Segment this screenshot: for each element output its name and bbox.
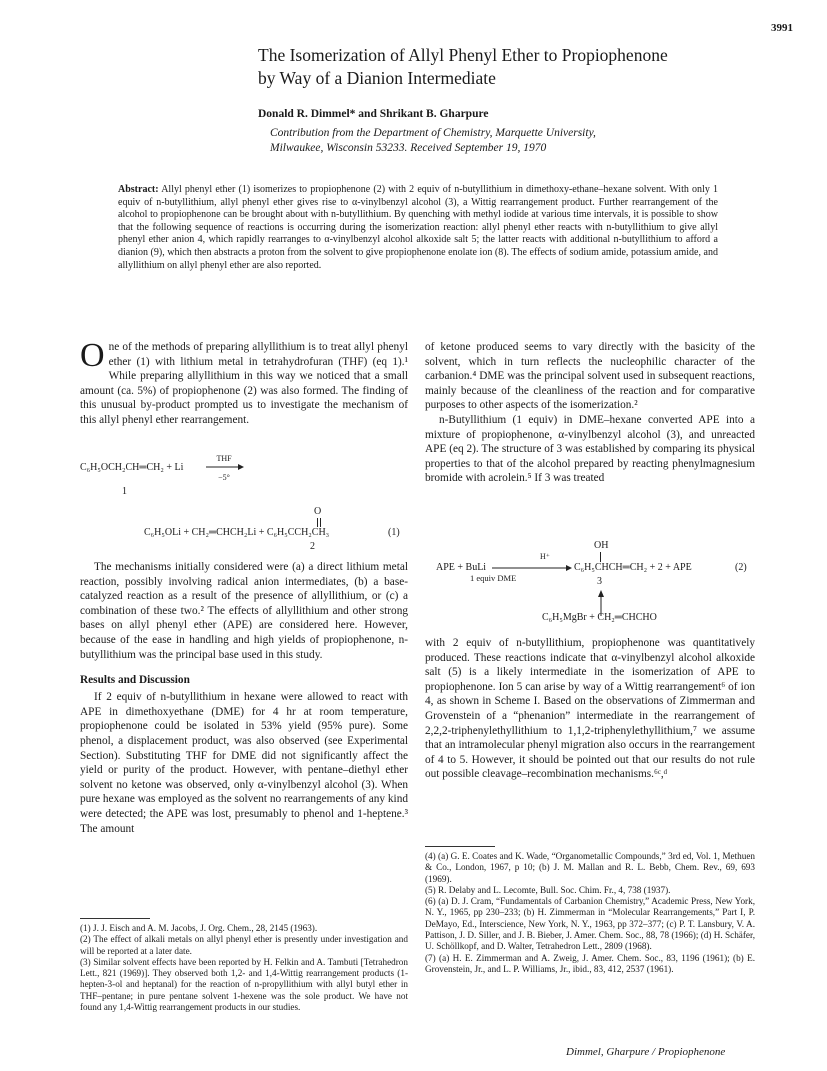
eq1-carbonyl-o: O (314, 506, 322, 517)
eq2-products: C₆H₅CHCH═CH₂ + 2 + APE (574, 562, 692, 573)
intro-paragraph (80, 337, 408, 428)
footnote-divider (80, 918, 150, 919)
page-number: 3991 (771, 22, 793, 34)
footnote-6: (6) (a) D. J. Cram, “Fundamentals of Carbanion Chemistry,” Academic Press, New York, N. Y., 1965, pp 230–233; (b) H. Zimmerman in “Molecular Rearrangements,” Part I, P. DeMayo, Ed., Interscience, New York, N. Y., 1963, pp 372–377; (c) P. T. Lansbury, V. A. Pattison, J. D. Siller, and J. B. Bieber, J. Amer. Chem. Soc., 88, 78 (1966); (d) H. Schäfer, U. Schöllkopf, and D. Walter, Tetrahedron Lett., 2809 (1968). (425, 896, 755, 952)
eq1-number: (1) (388, 527, 400, 538)
abstract-label: Abstract: (118, 184, 159, 195)
eq1-carbonyl-bond-2 (320, 518, 321, 527)
wittig-paragraph: with 2 equiv of n-butyllithium, propiophenone was quantitatively produced. These reactions indicate that α-vinylbenzyl alcohol alkoxide salt (5) is a likely intermediate in the isomerization of APE to propiophenone. Ion 5 can arise by way of a Wittig rearrangement⁶ of ion 4, as shown in Scheme I. Based on the observations of Zimmerman and Grovenstein of a “phenanion” intermediate in the rearrangement of 2,2,2-triphenylethyllithium to 1,1,2-triphenylethyllithium,⁷ we assume that an intramolecular phenyl migration also occurs in the rearrangement of 4 to 5. However, it should be pointed out that our results do not rule out possible cleavage–recombination mechanisms.⁶ᶜ,ᵈ (425, 637, 755, 781)
eq2-label-3: 3 (597, 576, 602, 587)
article-title (258, 44, 718, 90)
eq1-arrow-bottom: −5° (218, 473, 230, 482)
eq2-reactant: APE + BuLi (436, 562, 487, 573)
footnotes-left (80, 923, 408, 1013)
section-heading: Results and Discussion (80, 674, 190, 687)
eq2-oh-bond (600, 552, 601, 562)
affiliation (270, 126, 700, 156)
eq1-arrow-top: THF (216, 454, 232, 463)
drop-cap: O (80, 337, 105, 374)
footnotes-right (425, 851, 755, 975)
affiliation-line-2: Milwaukee, Wisconsin 53233. Received September 19, 1970 (270, 142, 547, 154)
footnote-2: (2) The effect of alkali metals on allyl phenyl ether is presently under investigation and will be reported at a later date. (80, 934, 408, 956)
mechanism-paragraph: The mechanisms initially considered were (a) a direct lithium metal reaction, possibly involving radical anion intermediates, (b) a base-catalyzed reaction as a result of the presence of allyllithium, or (c) a combination of these two.² The effects of allyllithium and other strong bases on allyl phenyl ether (APE) are considered here. However, because of the ease in handling and high yields of propiophenone, n-butyllithium was the principal base used in this study. (80, 561, 408, 661)
column-right-body (425, 636, 755, 782)
eq1-products: C₆H₅OLi + CH₂═CHCH₂Li + C₆H₅CCH₂CH₃ (144, 527, 330, 538)
column-left (80, 337, 408, 428)
results-paragraph: If 2 equiv of n-butyllithium in hexane were allowed to react with APE in dimethoxyethane (DME) for 4 hr at room temperature, propiophenone could be isolated in 53% yield (95% pure). Some phenol, a displacement product, was also observed (see Experimental Section). Substituting THF for DME did not significantly affect the yield or purity of the product. However, with pentane–diethyl ether solvent no ketone was observed, only α-vinylbenzyl alcohol (3). When pure hexane was employed as the solvent no rearrangements of any kind were detected; the APE was lost, presumably to phenol and 1-heptene.³ The amount (80, 691, 408, 835)
footnote-1: (1) J. J. Eisch and A. M. Jacobs, J. Org. Chem., 28, 2145 (1963). (80, 923, 318, 933)
eq2-number: (2) (735, 562, 747, 573)
eq1-label-2: 2 (310, 541, 315, 552)
eq1-label-1: 1 (122, 486, 127, 497)
abstract (118, 184, 718, 272)
butyllithium-paragraph: n-Butyllithium (1 equiv) in DME–hexane converted APE into a mixture of propiophenone, α-vinylbenzyl alcohol (3), and unreacted APE (eq 2). The structure of 3 was established by comparing its physical properties to that of the alcohol prepared by reacting phenylmagnesium bromide with acrolein.⁵ If 3 was treated (425, 413, 755, 485)
reaction-arrow-icon (204, 463, 244, 471)
footnote-divider-right (425, 846, 495, 847)
eq2-grignard: C₆H₅MgBr + CH₂═CHCHO (542, 612, 657, 623)
reaction-arrow-icon (492, 563, 572, 573)
authors: Donald R. Dimmel* and Shrikant B. Gharpure (258, 108, 489, 120)
title-line-2: by Way of a Dianion Intermediate (258, 68, 496, 88)
column-right (425, 340, 755, 486)
eq2-arrow-below: 1 equiv DME (470, 573, 517, 583)
affiliation-line-1: Contribution from the Department of Chemistry, Marquette University, (270, 127, 596, 139)
column-left-body (80, 560, 408, 836)
footnote-5: (5) R. Delaby and L. Lecomte, Bull. Soc. Chim. Fr., 4, 738 (1937). (425, 884, 671, 895)
footnote-3: (3) Similar solvent effects have been reported by H. Felkin and A. Tambuti [Tetrahedron Lett., 821 (1969)]. They observed both 1,2- and 1,4-Wittig rearrangement products (1-hepten-3-ol and heptanal) for the reaction of n-propyllithium with allyl butyl ether in THF–pentane; in pure pentane solvent 1-hexene was the sole product. We have not found any 1,4-Wittig rearrangement products in our studies. (80, 956, 408, 1013)
eq1-arrow (204, 454, 244, 482)
solvent-paragraph: of ketone produced seems to vary directly with the basicity of the solvent, which in turn reflects the nucleophilic character of the carbanion.⁴ DME was the principal solvent used in subsequent reactions, mainly because of the cleanliness of the reaction and for comparative purposes to other aspects of the isomerization.² (425, 341, 755, 412)
eq1-reactant: C₆H₅OCH₂CH═CH₂ + Li (80, 462, 184, 473)
intro-text: ne of the methods of preparing allyllithium is to treat allyl phenyl ether (1) with lithium metal in tetrahydrofuran (THF) (eq 1).¹ While preparing allyllithium in this way we noticed that a small amount (ca. 5%) of propiophenone (2) was also formed. The finding of this unusual by-product prompted us to investigate the mechanism of this allyl phenyl ether rearrangement. (80, 341, 408, 426)
footnote-4: (4) (a) G. E. Coates and K. Wade, “Organometallic Compounds,” 3rd ed, Vol. 1, Methuen & Co., London, 1967, p 10; (b) J. M. Mallan and R. L. Bebb, Chem. Rev., 69, 693 (1969). (425, 851, 755, 884)
eq1-carbonyl-bond (317, 518, 318, 527)
abstract-text: Allyl phenyl ether (1) isomerizes to propiophenone (2) with 2 equiv of n-butyllithium in dimethoxy-ethane–hexane solvent. With only 1 equiv of n-butyllithium, allyl phenyl ether gives rise to α-vinylbenzyl alcohol (3), a Wittig rearrangement product. Further rearrangement of the alcohol to propiophenone can be brought about with n-butyllithium. By quenching with methyl iodide at various time intervals, it is possible to show that the following sequence of reactions is occurring during the isomerization reaction: allyl phenyl ether reacts with n-butyllithium to give allyl phenyl ether anion 4, which rapidly rearranges to α-vinylbenzyl alcohol alkoxide salt 5; the latter reacts with additional n-butyllithium to afford a dianion (9), which then abstracts a proton from the solvent to give propiophenone enolate ion (8). The effects of sodium amide, potassium amide, and allyllithium on allyl phenyl ether are also reported. (118, 184, 718, 271)
equation-1-reactants (80, 462, 183, 473)
title-line-1: The Isomerization of Allyl Phenyl Ether to Propiophenone (258, 45, 668, 65)
eq2-acid-label: H⁺ (540, 552, 550, 561)
eq2-oh: OH (594, 540, 609, 551)
footnote-7: (7) (a) H. E. Zimmerman and A. Zweig, J. Amer. Chem. Soc., 83, 1196 (1961); (b) E. Grovenstein, Jr., and L. P. Williams, Jr., ibid., 83, 412, 2537 (1961). (425, 952, 755, 974)
running-footer: Dimmel, Gharpure / Propiophenone (566, 1046, 726, 1058)
